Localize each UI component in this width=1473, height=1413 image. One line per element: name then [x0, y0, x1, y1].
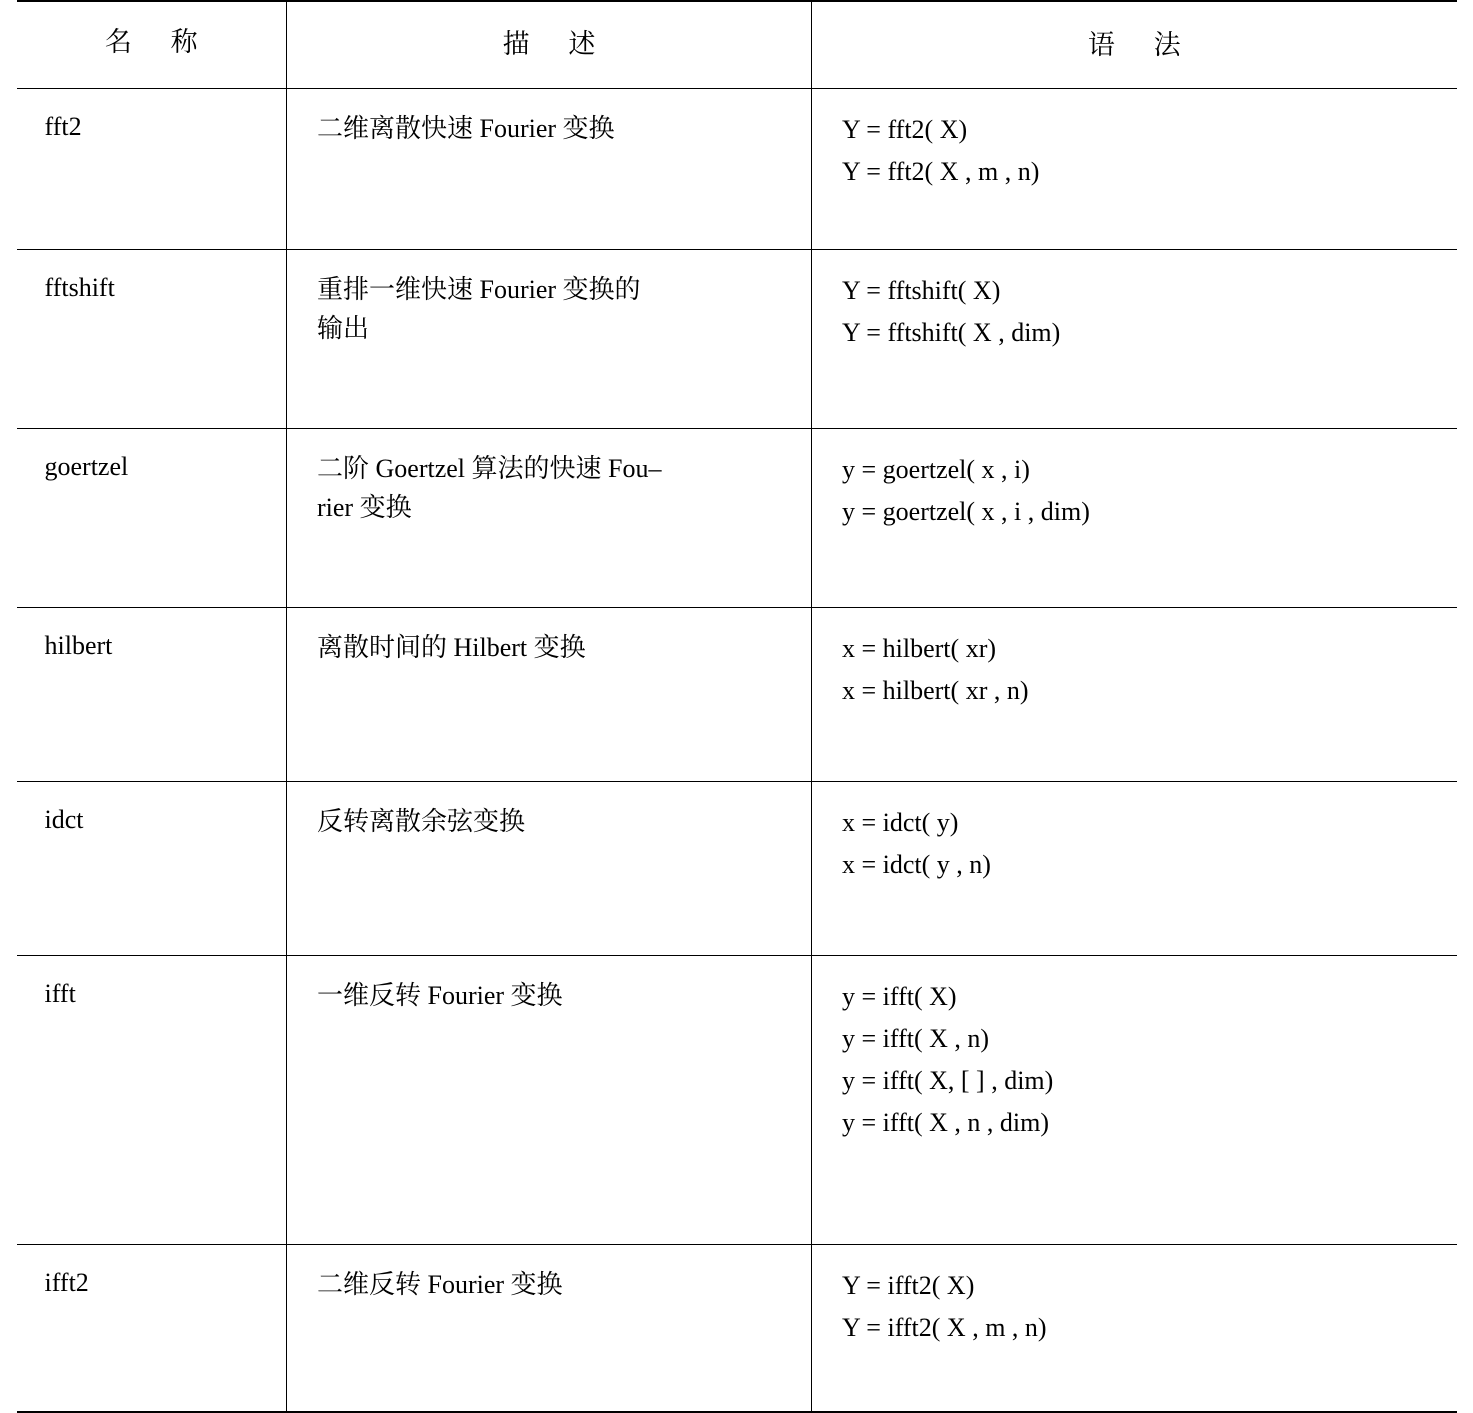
- syntax-line: y = ifft( X , n): [842, 1023, 990, 1053]
- function-name-cell: [17, 781, 287, 955]
- function-syntax-cell: [812, 607, 1457, 781]
- syntax-line: Y = fftshift( X , dim): [842, 317, 1061, 347]
- function-name-cell: [17, 607, 287, 781]
- function-description-cell: [287, 607, 812, 781]
- syntax-line: y = goertzel( x , i , dim): [842, 496, 1090, 526]
- column-header-name-label: 名 称: [104, 27, 214, 57]
- table-row: [17, 607, 1457, 781]
- function-reference-table: [17, 0, 1457, 1413]
- function-syntax-cell: [812, 955, 1457, 1244]
- description-line: 重排一维快速 Fourier 变换的: [317, 274, 641, 304]
- table-header: [17, 1, 1457, 88]
- syntax-line: Y = fft2( X): [842, 114, 968, 144]
- syntax-line: y = goertzel( x , i): [842, 454, 1030, 484]
- description-line: rier 变换: [317, 492, 412, 522]
- function-name-cell: [17, 428, 287, 607]
- syntax-line: y = ifft( X): [842, 981, 957, 1011]
- table-row: [17, 781, 1457, 955]
- syntax-line: y = ifft( X, [ ] , dim): [842, 1065, 1054, 1095]
- column-header-syntax-label: 语 法: [1087, 30, 1197, 60]
- function-syntax-cell: [812, 249, 1457, 428]
- column-header-syntax: [812, 1, 1457, 88]
- function-name-cell: [17, 955, 287, 1244]
- description-line: 一维反转 Fourier 变换: [317, 980, 563, 1010]
- syntax-line: x = hilbert( xr): [842, 633, 997, 663]
- function-name-cell: [17, 88, 287, 249]
- function-description-cell: [287, 428, 812, 607]
- description-line: 二阶 Goertzel 算法的快速 Fou–: [317, 453, 662, 483]
- column-header-description: [287, 1, 812, 88]
- function-name: idct: [44, 804, 84, 834]
- function-description-cell: [287, 1244, 812, 1412]
- function-description-cell: [287, 249, 812, 428]
- description-line: 二维离散快速 Fourier 变换: [317, 113, 615, 143]
- syntax-line: Y = ifft2( X , m , n): [842, 1312, 1047, 1342]
- description-line: 离散时间的 Hilbert 变换: [317, 632, 586, 662]
- function-name: hilbert: [44, 630, 113, 660]
- syntax-line: Y = fft2( X , m , n): [842, 156, 1040, 186]
- function-syntax-cell: [812, 781, 1457, 955]
- function-syntax-cell: [812, 1244, 1457, 1412]
- description-line: 输出: [317, 313, 370, 343]
- function-syntax-cell: [812, 428, 1457, 607]
- function-name: ifft2: [44, 1267, 89, 1297]
- function-name: fftshift: [44, 272, 115, 302]
- column-header-description-label: 描 述: [502, 29, 612, 59]
- description-line: 反转离散余弦变换: [317, 806, 526, 836]
- function-name-cell: [17, 249, 287, 428]
- table-row: [17, 1244, 1457, 1412]
- function-description-cell: [287, 955, 812, 1244]
- syntax-line: Y = fftshift( X): [842, 275, 1001, 305]
- column-header-name: [17, 1, 287, 88]
- function-name-cell: [17, 1244, 287, 1412]
- syntax-line: x = hilbert( xr , n): [842, 675, 1029, 705]
- syntax-line: y = ifft( X , n , dim): [842, 1108, 1049, 1138]
- table-header-row: [17, 1, 1457, 88]
- syntax-line: x = idct( y): [842, 807, 959, 837]
- table-row: [17, 88, 1457, 249]
- description-line: 二维反转 Fourier 变换: [317, 1269, 563, 1299]
- table-row: [17, 428, 1457, 607]
- syntax-line: x = idct( y , n): [842, 849, 991, 879]
- syntax-line: Y = ifft2( X): [842, 1270, 975, 1300]
- table-row: [17, 955, 1457, 1244]
- function-name: fft2: [44, 111, 82, 141]
- table-row: [17, 249, 1457, 428]
- function-name: ifft: [44, 978, 76, 1008]
- function-description-cell: [287, 88, 812, 249]
- function-name: goertzel: [44, 451, 129, 481]
- table-body: [17, 88, 1457, 1412]
- function-syntax-cell: [812, 88, 1457, 249]
- function-description-cell: [287, 781, 812, 955]
